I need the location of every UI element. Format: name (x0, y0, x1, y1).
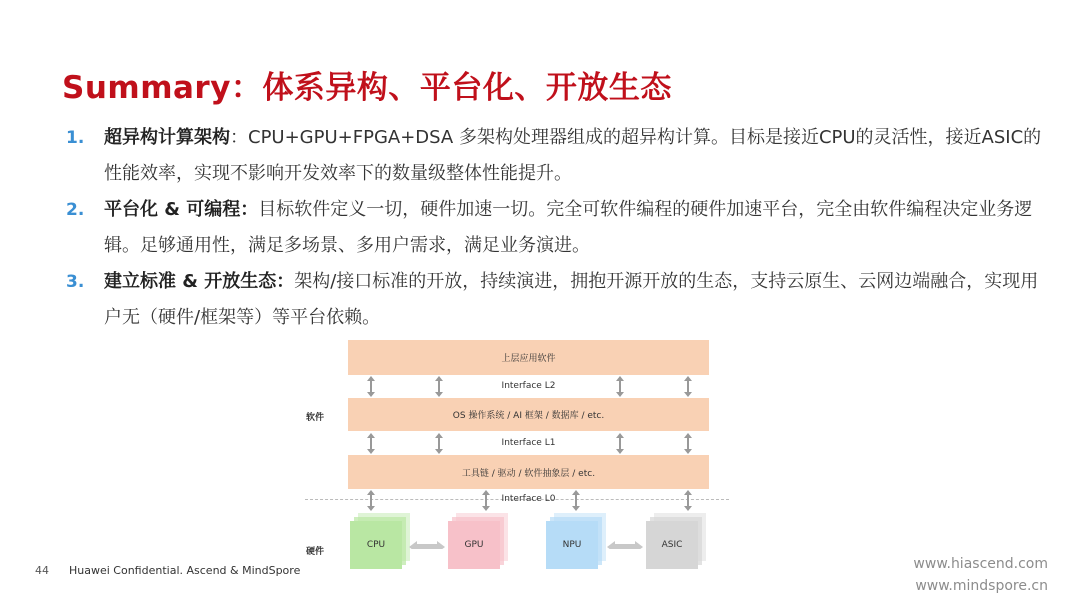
bidirectional-arrow-icon (619, 380, 621, 393)
point-number: 1. (66, 128, 85, 148)
layer-os: OS 操作系统 / AI 框架 / 数据库 / etc. (348, 398, 709, 431)
point-heading: 建立标准 & 开放生态： (104, 271, 295, 292)
chip-gpu (448, 513, 508, 569)
bidirectional-arrow-icon (687, 437, 689, 450)
double-arrow-icon (607, 541, 643, 549)
chip-label: GPU (464, 540, 484, 550)
point-number: 2. (66, 200, 85, 220)
bidirectional-arrow-icon (485, 494, 487, 507)
bidirectional-arrow-icon (575, 494, 577, 507)
interface-l1: Interface L1 (501, 438, 556, 448)
chip-label: NPU (562, 540, 582, 550)
site-link-mindspore[interactable]: www.mindspore.cn (915, 578, 1048, 594)
point-text: 目标软件定义一切，硬件加速一切。完全可软件编程的硬件加速平台，完全由软件编程决定业务逻辑。足够通用性，满足多场景、多用户需求，满足业务演进。 (104, 199, 1033, 256)
bidirectional-arrow-icon (687, 380, 689, 393)
chip-npu (546, 513, 606, 569)
point-text: 架构/接口标准的开放，持续演进，拥抱开源开放的生态，支持云原生、云网边端融合，实现用户无（硬件/框架等）等平台依赖。 (104, 271, 1039, 328)
layer-toolchain: 工具链 / 驱动 / 软件抽象层 / etc. (348, 455, 709, 489)
bidirectional-arrow-icon (370, 494, 372, 507)
bidirectional-arrow-icon (619, 437, 621, 450)
double-arrow-icon (409, 541, 445, 549)
interface-l0: Interface L0 (501, 494, 556, 504)
point-number: 3. (66, 272, 85, 292)
bidirectional-arrow-icon (370, 437, 372, 450)
bidirectional-arrow-icon (687, 494, 689, 507)
chip-label: CPU (366, 540, 386, 550)
chip-asic (646, 513, 706, 569)
confidential-notice: Huawei Confidential. Ascend & MindSpore (69, 564, 301, 577)
bidirectional-arrow-icon (370, 380, 372, 393)
chip-cpu (350, 513, 410, 569)
point-text: ：CPU+GPU+FPGA+DSA 多架构处理器组成的超异构计算。目标是接近CPU的灵活性，接近ASIC的性能效率，实现不影响开发效率下的数量级整体性能提升。 (104, 127, 1042, 184)
interface-l2: Interface L2 (501, 381, 556, 391)
bidirectional-arrow-icon (438, 437, 440, 450)
bidirectional-arrow-icon (438, 380, 440, 393)
page-number: 44 (35, 564, 49, 577)
point-heading: 平台化 & 可编程： (104, 199, 259, 220)
chip-label: ASIC (661, 540, 683, 550)
point-heading: 超异构计算架构 (104, 127, 230, 148)
software-label: 软件 (306, 413, 325, 423)
layer-apps: 上层应用软件 (348, 340, 709, 375)
hardware-label: 硬件 (306, 547, 325, 557)
page-title: Summary：体系异构、平台化、开放生态 (62, 70, 672, 106)
site-link-hiascend[interactable]: www.hiascend.com (913, 556, 1048, 572)
